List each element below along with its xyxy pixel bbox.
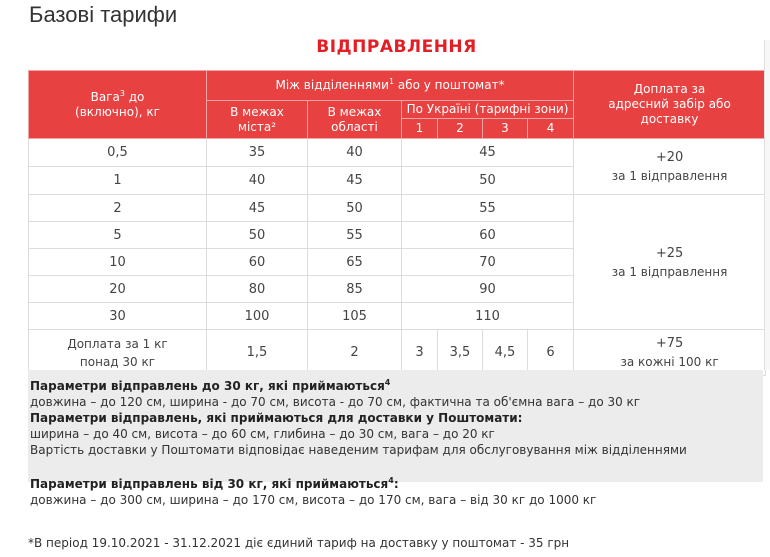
params-heading-over-30kg: Параметри відправлень від 30 кг, які приймаються$^4$:	[30, 476, 399, 491]
city-header: В межах міста²	[207, 101, 308, 139]
weight-cell: 1	[29, 167, 207, 195]
weight-cell: 0,5	[29, 139, 207, 167]
city-cell: 80	[207, 276, 308, 303]
region-cell: 105	[308, 303, 402, 330]
city-cell: 60	[207, 249, 308, 276]
ukraine-cell: 45	[402, 139, 574, 167]
weight-cell: 10	[29, 249, 207, 276]
extra-charge-cell: +25 за 1 відправлення	[574, 195, 766, 330]
page-title: Базові тарифи	[29, 2, 178, 27]
region-cell: 85	[308, 276, 402, 303]
weight-cell: 20	[29, 276, 207, 303]
zone-2-header: 2	[438, 119, 483, 139]
region-cell: 50	[308, 195, 402, 222]
extra-charge-cell: +75 за кожні 100 кг	[574, 330, 766, 376]
tariff-table	[28, 70, 766, 376]
weight-cell: 5	[29, 222, 207, 249]
ukraine-cell: 60	[402, 222, 574, 249]
table-row-over-30kg	[29, 330, 766, 376]
footnote: *В період 19.10.2021 - 31.12.2021 діє єдиний тариф на доставку у поштомат - 35 грн	[28, 536, 570, 550]
params-heading-postomat: Параметри відправлень, які приймаються для доставки у Поштомати:	[30, 411, 523, 425]
zone-2-cell: 3,5	[438, 330, 483, 376]
city-cell: 50	[207, 222, 308, 249]
params-heading-up-to-30kg: Параметри відправлень до 30 кг, які приймаються$^4$	[30, 378, 391, 393]
city-cell: 100	[207, 303, 308, 330]
zone-3-cell: 4,5	[483, 330, 528, 376]
zone-1-header: 1	[402, 119, 438, 139]
parameters-box	[28, 370, 763, 507]
zone-1-cell: 3	[402, 330, 438, 376]
ukraine-cell: 110	[402, 303, 574, 330]
region-cell: 40	[308, 139, 402, 167]
zone-3-header: 3	[483, 119, 528, 139]
city-cell: 40	[207, 167, 308, 195]
params-text: Вартість доставки у Поштомати відповідає наведеним тарифам для обслуговування між відділеннями	[30, 443, 687, 457]
region-cell: 65	[308, 249, 402, 276]
region-cell: 2	[308, 330, 402, 376]
between-branches-header: Між відділеннями$^1$ або у поштомат*	[207, 71, 574, 101]
city-cell: 35	[207, 139, 308, 167]
ukraine-zones-header: По Україні (тарифні зони)	[402, 101, 574, 119]
weight-cell: 2	[29, 195, 207, 222]
table-row	[29, 139, 766, 167]
weight-cell: Доплата за 1 кг понад 30 кг	[29, 330, 207, 376]
extra-charge-cell: +20 за 1 відправлення	[574, 139, 766, 195]
ukraine-cell: 90	[402, 276, 574, 303]
extra-charge-header: Доплата за адресний забір або доставку	[574, 71, 766, 139]
ukraine-cell: 55	[402, 195, 574, 222]
table-row	[29, 195, 766, 222]
region-cell: 45	[308, 167, 402, 195]
ukraine-cell: 70	[402, 249, 574, 276]
zone-4-header: 4	[528, 119, 574, 139]
ukraine-cell: 50	[402, 167, 574, 195]
weight-header: Вага$^3$ до (включно), кг	[29, 71, 207, 139]
city-cell: 45	[207, 195, 308, 222]
params-text: довжина – до 120 см, ширина - до 70 см, висота - до 70 см, фактична та об'ємна вага – до 30 кг	[30, 395, 641, 409]
region-header: В межах області	[308, 101, 402, 139]
scrollbar[interactable]	[764, 40, 770, 370]
params-text: ширина – до 40 см, висота – до 60 см, глибина – до 30 см, вага – до 20 кг	[30, 427, 495, 441]
params-text: довжина – до 300 см, ширина – до 170 см, висота – до 170 см, вага – від 30 кг до 1000 кг	[30, 493, 597, 507]
zone-4-cell: 6	[528, 330, 574, 376]
region-cell: 55	[308, 222, 402, 249]
city-cell: 1,5	[207, 330, 308, 376]
weight-cell: 30	[29, 303, 207, 330]
section-title: ВІДПРАВЛЕННЯ	[316, 37, 477, 57]
